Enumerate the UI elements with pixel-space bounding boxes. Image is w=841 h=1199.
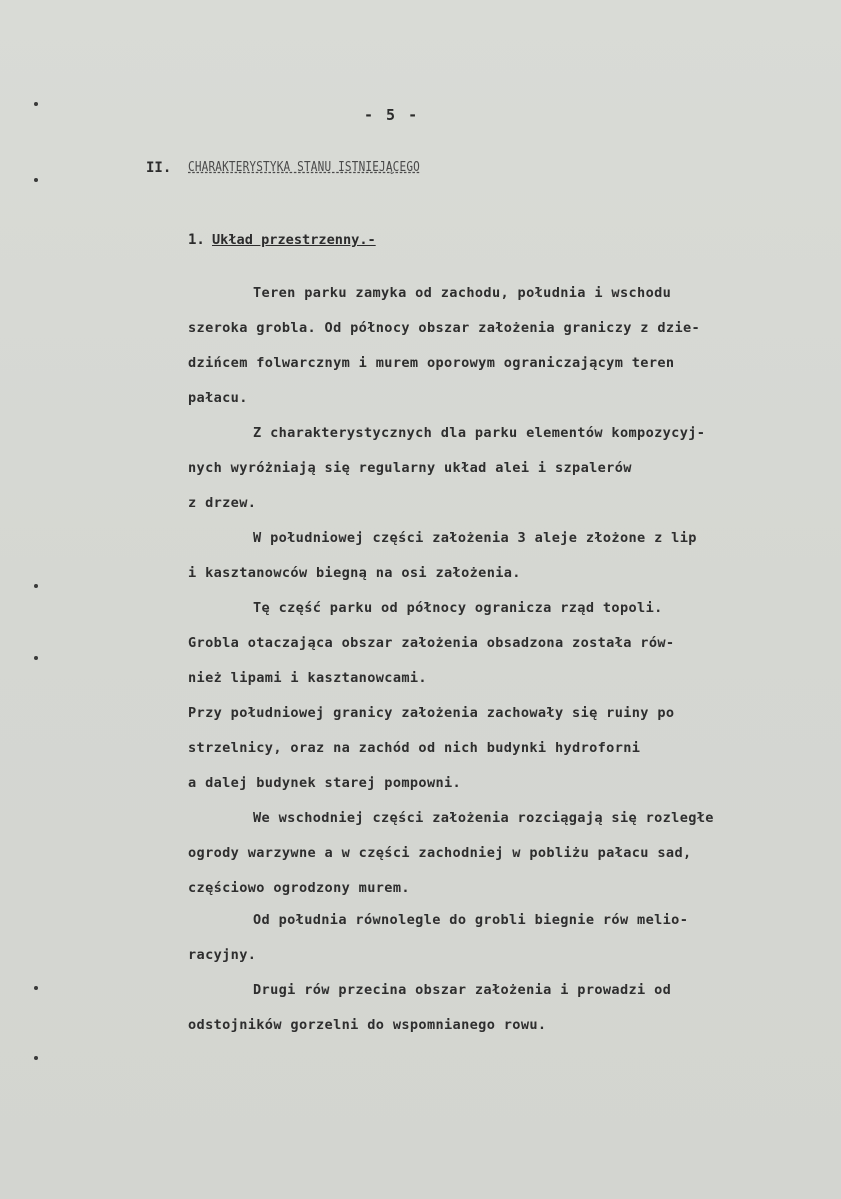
body-text-line: Przy południowej granicy założenia zachowały się ruiny po — [188, 705, 675, 721]
body-text-line: strzelnicy, oraz na zachód od nich budynki hydroforni — [188, 740, 641, 756]
body-text-line: ogrody warzywne a w części zachodniej w pobliżu pałacu sad, — [188, 845, 692, 861]
punch-hole-mark — [34, 584, 38, 588]
punch-hole-mark — [34, 986, 38, 990]
body-text-line: dzińcem folwarcznym i murem oporowym ograniczającym teren — [188, 355, 675, 371]
section-number: II. — [146, 160, 172, 176]
punch-hole-mark — [34, 1056, 38, 1060]
body-text-line: szeroka grobla. Od północy obszar założenia graniczy z dzie- — [188, 320, 701, 336]
body-text-line: Grobla otaczająca obszar założenia obsadzona została rów- — [188, 635, 675, 651]
body-text-line: We wschodniej części założenia rozciągają się rozległe — [253, 810, 714, 826]
punch-hole-mark — [34, 102, 38, 106]
body-text-line: pałacu. — [188, 390, 248, 406]
body-text-line: odstojników gorzelni do wspomnianego rowu. — [188, 1017, 547, 1033]
body-text-line: Teren parku zamyka od zachodu, południa i wschodu — [253, 285, 672, 301]
body-text-line: nych wyróżniają się regularny układ alei i szpalerów — [188, 460, 632, 476]
body-text-line: Z charakterystycznych dla parku elementów kompozycyj- — [253, 425, 706, 441]
page-number: - 5 - — [364, 106, 420, 124]
punch-hole-mark — [34, 178, 38, 182]
body-text-line: racyjny. — [188, 947, 257, 963]
body-text-line: Od południa równolegle do grobli biegnie rów melio- — [253, 912, 689, 928]
subsection-title: Układ przestrzenny.- — [212, 232, 376, 248]
subsection-number: 1. — [188, 232, 205, 248]
body-text-line: z drzew. — [188, 495, 257, 511]
body-text-line: nież lipami i kasztanowcami. — [188, 670, 427, 686]
body-text-line: Tę część parku od północy ogranicza rząd topoli. — [253, 600, 663, 616]
body-text-line: i kasztanowców biegną na osi założenia. — [188, 565, 521, 581]
section-title: CHARAKTERYSTYKA STANU ISTNIEJĄCEGO — [188, 160, 420, 175]
body-text-line: a dalej budynek starej pompowni. — [188, 775, 462, 791]
punch-hole-mark — [34, 656, 38, 660]
body-text-line: częściowo ogrodzony murem. — [188, 880, 410, 896]
body-text-line: Drugi rów przecina obszar założenia i prowadzi od — [253, 982, 672, 998]
body-text-line: W południowej części założenia 3 aleje złożone z lip — [253, 530, 697, 546]
